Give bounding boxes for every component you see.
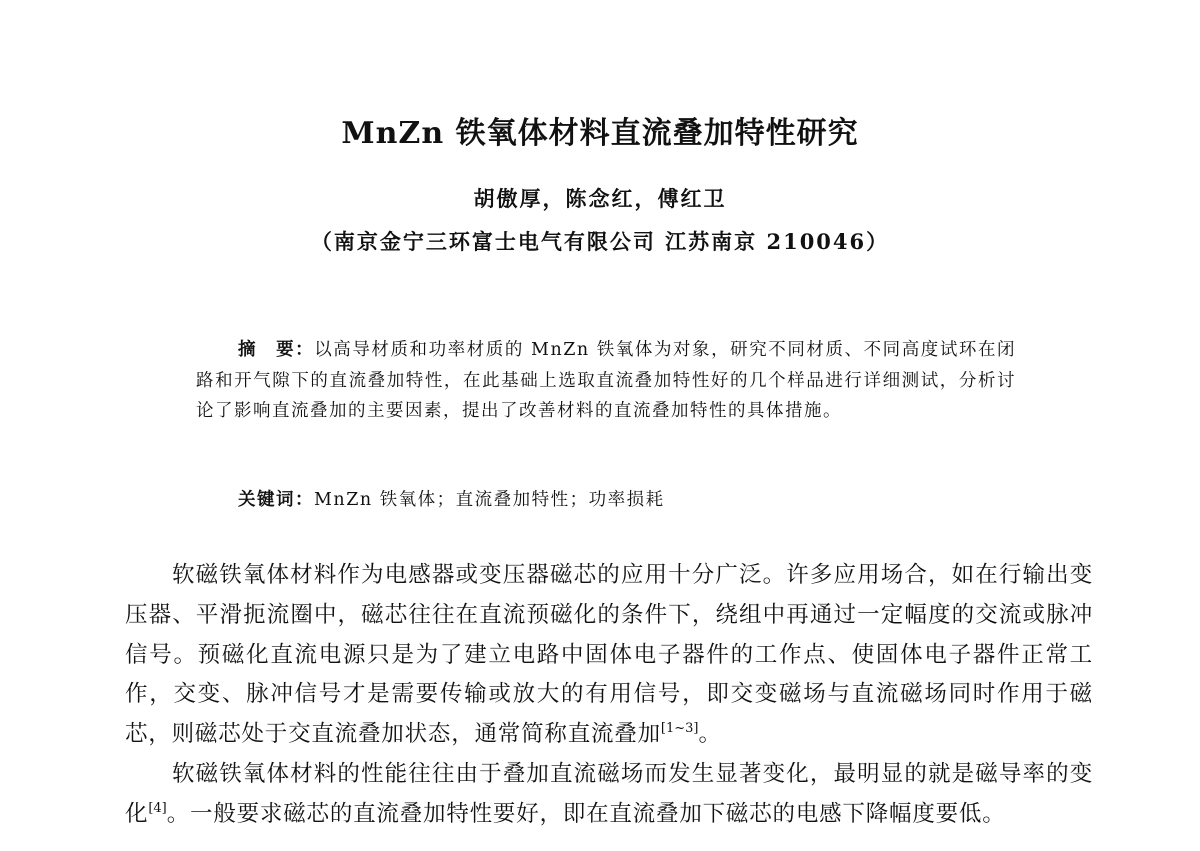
paper-title: MnZn 铁氧体材料直流叠加特性研究 bbox=[341, 116, 859, 151]
body-text bbox=[125, 556, 1093, 835]
keywords bbox=[238, 485, 1018, 515]
paragraph-1-end: 。 bbox=[698, 721, 722, 748]
citation-4: [4] bbox=[148, 800, 167, 816]
keywords-text: MnZn 铁氧体；直流叠加特性；功率损耗 bbox=[314, 490, 665, 510]
body-paragraph-2 bbox=[125, 755, 1093, 835]
citation-1-3: [1~3] bbox=[660, 721, 699, 737]
abstract-label: 摘 要： bbox=[238, 340, 315, 360]
abstract-text: 以高导材质和功率材质的 MnZn 铁氧体为对象，研究不同材质、不同高度试环在闭路和开气隙下的直流叠加特性，在此基础上选取直流叠加特性好的几个样品进行详细测试，分析讨论了影响直流叠加的主要因素，提出了改善材料的直流叠加特性的具体措施。 bbox=[196, 340, 1017, 421]
body-paragraph-1 bbox=[125, 556, 1093, 755]
affiliation: （南京金宁三环富士电气有限公司 江苏南京 210046） bbox=[310, 229, 890, 254]
author-list: 胡傲厚，陈念红，傅红卫 bbox=[473, 186, 727, 211]
paragraph-2-end: 。一般要求磁芯的直流叠加特性要好，即在直流叠加下磁芯的电感下降幅度要低。 bbox=[166, 800, 1006, 827]
paragraph-2-text: 软磁铁氧体材料的性能往往由于叠加直流磁场而发生显著变化，最明显的就是磁导率的变化 bbox=[125, 760, 1093, 827]
paragraph-1-text: 软磁铁氧体材料作为电感器或变压器磁芯的应用十分广泛。许多应用场合，如在行输出变压器、平滑扼流圈中，磁芯往往在直流预磁化的条件下，绕组中再通过一定幅度的交流或脉冲信号。预磁化直流电源只是为了建立电路中固体电子器件的工作点、使固体电子器件正常工作，交变、脉冲信号才是需要传输或放大的有用信号，即交变磁场与直流磁场同时作用于磁芯，则磁芯处于交直流叠加状态，通常简称直流叠加 bbox=[125, 562, 1093, 748]
keywords-label: 关键词： bbox=[238, 490, 314, 510]
abstract bbox=[196, 335, 1016, 427]
